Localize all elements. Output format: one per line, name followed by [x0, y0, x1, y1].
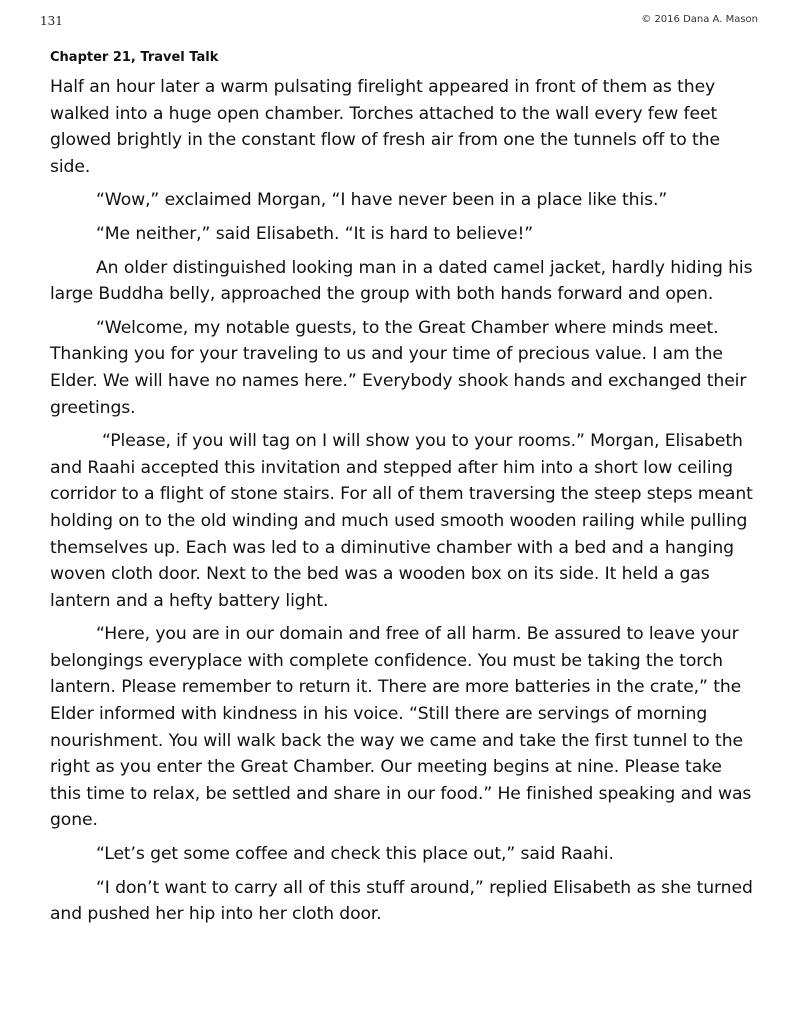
copyright-notice: © 2016 Dana A. Mason	[641, 14, 758, 25]
chapter-body	[50, 74, 756, 935]
paragraph: “Wow,” exclaimed Morgan, “I have never been in a place like this.”	[96, 190, 668, 211]
page-number: 131	[40, 14, 63, 28]
paragraph: “Here, you are in our domain and free of all harm. Be assured to leave your belongings everyplace with complete confidence. You must be taking the torch lantern. Please remember to return it. There are more batteries in the crate,” the Elder informed with kindness in his voice. “Still there are servings of morning nourishment. You will walk back the way we came and take the first tunnel to the right as you enter the Great Chamber. Our meeting begins at nine. Please take this time to relax, be settled and share in our food.” He finished speaking and was gone.	[50, 624, 752, 831]
paragraph: “Welcome, my notable guests, to the Great Chamber where minds meet. Thanking you for your traveling to us and your time of precious value. I am the Elder. We will have no names here.” Everybody shook hands and exchanged their greetings.	[50, 317, 747, 418]
paragraph: “Me neither,” said Elisabeth. “It is hard to believe!”	[96, 223, 534, 244]
paragraph: “Please, if you will tag on I will show you to your rooms.” Morgan, Elisabeth and Raahi accepted this invitation and stepped after him into a short low ceiling corridor to a flight of stone stairs. For all of them traversing the steep steps meant holding on to the old winding and much used smooth wooden railing while pulling themselves up. Each was led to a diminutive chamber with a bed and a hanging woven cloth door. Next to the bed was a wooden box on its side. It held a gas lantern and a hefty battery light.	[50, 431, 753, 611]
paragraph: An older distinguished looking man in a dated camel jacket, hardly hiding his large Buddha belly, approached the group with both hands forward and open.	[50, 257, 753, 305]
paragraph: “I don’t want to carry all of this stuff around,” replied Elisabeth as she turned and pushed her hip into her cloth door.	[50, 877, 753, 925]
chapter-title: Chapter 21, Travel Talk	[50, 50, 219, 65]
paragraph: Half an hour later a warm pulsating firelight appeared in front of them as they walked into a huge open chamber. Torches attached to the wall every few feet glowed brightly in the constant flow of fresh air from one the tunnels off to the side.	[50, 77, 720, 177]
paragraph: “Let’s get some coffee and check this place out,” said Raahi.	[96, 844, 614, 865]
